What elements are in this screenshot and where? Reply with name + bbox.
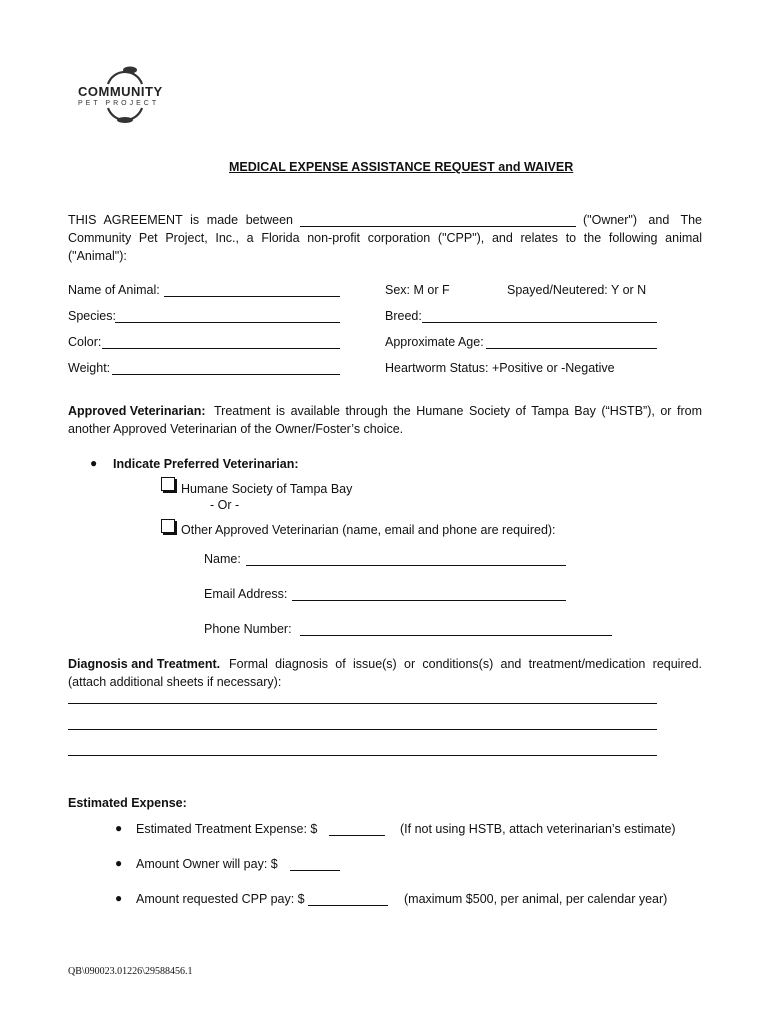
color-label: Color: — [68, 335, 102, 349]
cpp-pay-note: (maximum $500, per animal, per calendar year) — [404, 892, 668, 906]
bullet-icon: ● — [115, 821, 123, 835]
treatment-expense-field[interactable] — [329, 835, 385, 836]
diagnosis-line-1[interactable] — [68, 703, 657, 704]
owner-pay-label: Amount Owner will pay: $ — [136, 857, 278, 871]
breed-field[interactable] — [422, 322, 657, 323]
checkbox-hstb[interactable] — [161, 477, 175, 491]
treatment-expense-note: (If not using HSTB, attach veterinarian’s estimate) — [400, 822, 676, 836]
species-field[interactable] — [115, 322, 340, 323]
vet-email-field[interactable] — [292, 600, 566, 601]
approved-vet-text-1: Treatment is available through the Humane Society of Tampa Bay (“HSTB”), or from — [214, 404, 702, 418]
diagnosis-line-2[interactable] — [68, 729, 657, 730]
spayed-label[interactable]: Spayed/Neutered: Y or N — [507, 283, 647, 297]
vet-name-field[interactable] — [246, 565, 566, 566]
color-field[interactable] — [102, 348, 340, 349]
treatment-expense-label: Estimated Treatment Expense: $ — [136, 822, 318, 836]
vet-name-label: Name: — [204, 552, 241, 566]
checkbox-other-vet[interactable] — [161, 519, 175, 533]
name-of-animal-field[interactable] — [164, 296, 340, 297]
vet-phone-field[interactable] — [300, 635, 612, 636]
diagnosis-text-1: Formal diagnosis of issue(s) or conditions(s) and treatment/medication required. — [229, 657, 702, 671]
owner-pay-field[interactable] — [290, 870, 340, 871]
intro-start: THIS AGREEMENT is made between — [68, 213, 293, 227]
species-label: Species: — [68, 309, 116, 323]
breed-label: Breed: — [385, 309, 422, 323]
logo-subtitle: PET PROJECT — [78, 100, 160, 107]
approx-age-field[interactable] — [486, 348, 657, 349]
approved-vet-label: Approved Veterinarian: — [68, 404, 206, 418]
vet-email-label: Email Address: — [204, 587, 288, 601]
diagnosis-text-2: (attach additional sheets if necessary): — [68, 675, 282, 689]
expense-heading: Estimated Expense: — [68, 796, 187, 810]
page-title: MEDICAL EXPENSE ASSISTANCE REQUEST and WAIVER — [229, 160, 574, 174]
bullet-icon: ● — [115, 856, 123, 870]
bullet-icon: ● — [115, 891, 123, 905]
diagnosis-label: Diagnosis and Treatment. — [68, 657, 221, 671]
diagnosis-line-3[interactable] — [68, 755, 657, 756]
vet-phone-label: Phone Number: — [204, 622, 292, 636]
intro-line-2: Community Pet Project, Inc., a Florida non-profit corporation ("CPP"), and relates to the following animal — [68, 231, 702, 245]
approved-vet-text-2: another Approved Veterinarian of the Owner/Foster’s choice. — [68, 422, 404, 436]
sex-label[interactable]: Sex: M or F — [385, 283, 450, 297]
or-separator: - Or - — [210, 498, 240, 512]
intro-line-3: ("Animal"): — [68, 249, 127, 263]
heartworm-label[interactable]: Heartworm Status: +Positive or -Negative — [385, 361, 615, 375]
bullet-icon: ● — [90, 456, 98, 470]
preferred-vet-heading: Indicate Preferred Veterinarian: — [113, 457, 299, 471]
owner-name-field[interactable] — [300, 226, 576, 227]
footer-doc-id: QB\090023.01226\29588456.1 — [68, 966, 193, 977]
logo — [70, 62, 180, 128]
option-other-vet-label: Other Approved Veterinarian (name, email and phone are required): — [181, 523, 556, 537]
approx-age-label: Approximate Age: — [385, 335, 484, 349]
cpp-pay-field[interactable] — [308, 905, 388, 906]
weight-label: Weight: — [68, 361, 111, 375]
intro-owner: ("Owner") and The — [583, 213, 702, 227]
option-hstb-label: Humane Society of Tampa Bay — [181, 482, 353, 496]
cpp-pay-label: Amount requested CPP pay: $ — [136, 892, 305, 906]
weight-field[interactable] — [112, 374, 340, 375]
logo-name: COMMUNITY — [78, 84, 163, 99]
name-of-animal-label: Name of Animal: — [68, 283, 160, 297]
